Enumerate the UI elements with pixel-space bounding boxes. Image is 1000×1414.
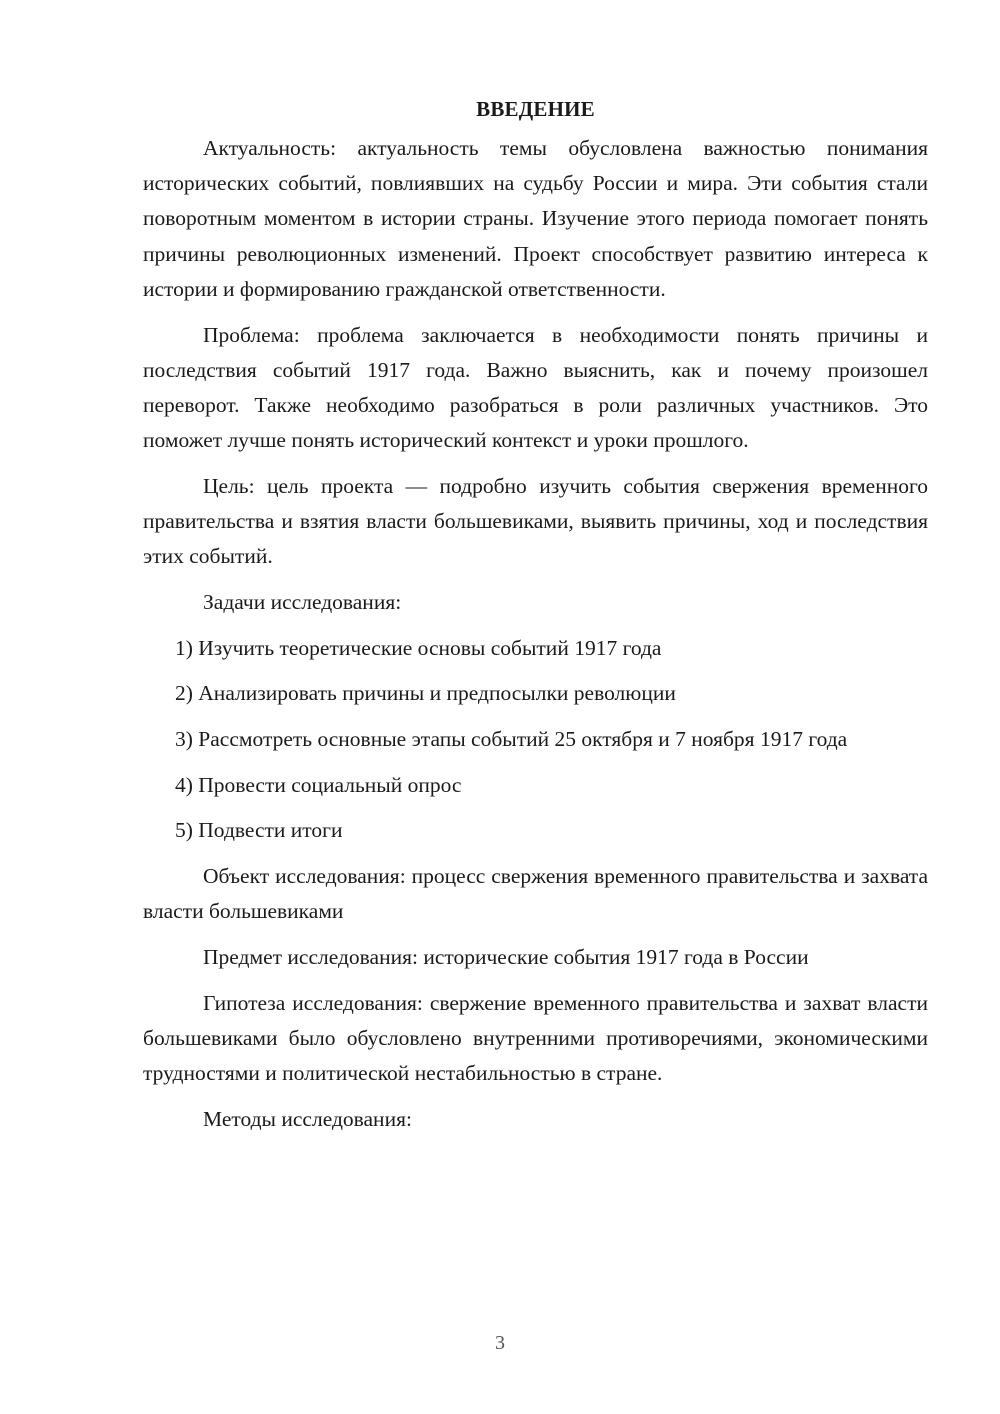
document-page: [143, 92, 928, 1148]
section-title: ВВЕДЕНИЕ: [476, 97, 595, 121]
task-item-3: 3) Рассмотреть основные этапы событий 25 октября и 7 ноября 1917 года: [175, 727, 848, 752]
task-item-2: 2) Анализировать причины и предпосылки революции: [175, 681, 676, 706]
task-item-5: 5) Подвести итоги: [175, 818, 343, 843]
paragraph-subject: Предмет исследования: исторические события 1917 года в России: [203, 945, 809, 970]
task-item-1: 1) Изучить теоретические основы событий 1917 года: [175, 635, 662, 660]
tasks-heading: Задачи исследования:: [203, 589, 402, 614]
methods-heading: Методы исследования:: [203, 1106, 412, 1131]
paragraph-goal: Цель: цель проекта — подробно изучить события свержения временного правительства и взятия власти большевиками, выявить причины, ход и последствия этих событий.: [143, 473, 928, 569]
task-item-4: 4) Провести социальный опрос: [175, 772, 462, 797]
page-number: 3: [495, 1332, 505, 1354]
paragraph-problem: Проблема: проблема заключается в необходимости понять причины и последствия событий 1917 года. Важно выяснить, как и почему произошел переворот. Также необходимо разобраться в роли различных участников. Это поможет лучше понять исторический контекст и уроки прошлого.: [143, 322, 928, 453]
paragraph-hypothesis: Гипотеза исследования: свержение временного правительства и захват власти большевиками было обусловлено внутренними противоречиями, экономическими трудностями и политической нестабильностью в стране.: [143, 990, 928, 1086]
paragraph-object: Объект исследования: процесс свержения временного правительства и захвата власти большевиками: [143, 864, 928, 924]
paragraph-relevance: Актуальность: актуальность темы обусловлена важностью понимания исторических событий, повлиявших на судьбу России и мира. Эти события стали поворотным моментом в истории страны. Изучение этого периода помогает понять причины революционных изменений. Проект способствует развитию интереса к истории и формированию гражданской ответственности.: [143, 136, 928, 301]
